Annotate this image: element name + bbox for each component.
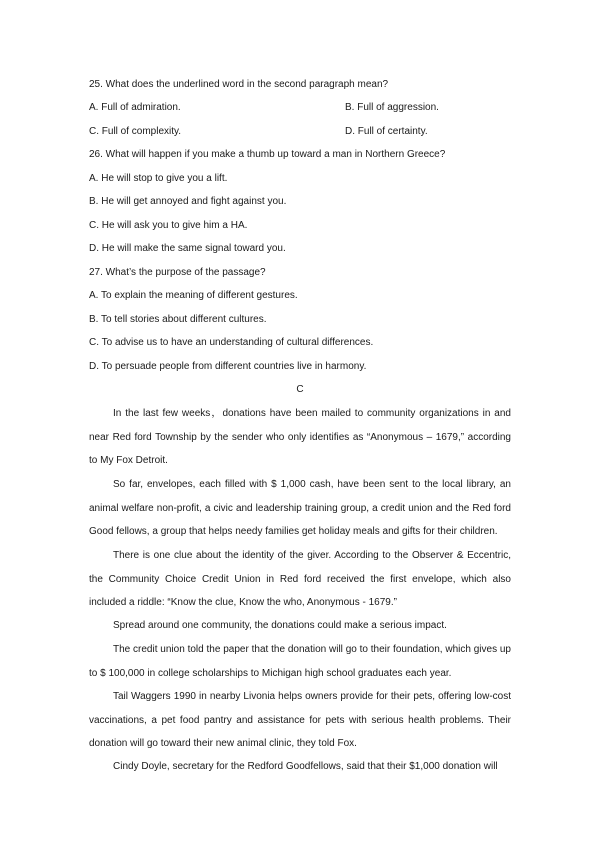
paragraph-6: Tail Waggers 1990 in nearby Livonia helps owners provide for their pets, offering low-cost vaccinations, a pet food pantry and assistance for pets with serious health problems. Their donation will go toward their new animal clinic, they told Fox. (89, 691, 511, 749)
paragraph-1: In the last few weeks，donations have been mailed to community organizations in and near Red ford Township by the sender who only identifies as “Anonymous – 1679,” according to My Fox Detroit. (89, 408, 511, 466)
q26-option-c: C. He will ask you to give him a HA. (89, 220, 248, 231)
paragraph-5: The credit union told the paper that the donation will go to their foundation, which gives up to $ 100,000 in college scholarships to Michigan high school graduates each year. (89, 644, 511, 679)
q26-option-a: A. He will stop to give you a lift. (89, 173, 228, 184)
question-27: 27. What’s the purpose of the passage? (89, 267, 266, 278)
q27-option-a: A. To explain the meaning of different gestures. (89, 290, 298, 301)
paragraph-4: Spread around one community, the donations could make a serious impact. (113, 620, 447, 631)
question-25: 25. What does the underlined word in the second paragraph mean? (89, 79, 389, 90)
q25-option-d: D. Full of certainty. (345, 126, 428, 137)
paragraph-7: Cindy Doyle, secretary for the Redford Goodfellows, said that their $1,000 donation will (113, 761, 498, 772)
q27-option-b: B. To tell stories about different cultures. (89, 314, 267, 325)
paragraph-3: There is one clue about the identity of the giver. According to the Observer & Eccentric, the Community Choice Credit Union in Red ford received the first envelope, which also included a riddle: “Know the clue, Know the who, Anonymous - 1679.” (89, 550, 511, 608)
q26-option-d: D. He will make the same signal toward you. (89, 243, 286, 254)
paragraph-2: So far, envelopes, each filled with $ 1,000 cash, have been sent to the local library, an animal welfare non-profit, a civic and leadership training group, a credit union and the Red ford Good fellows, a group that helps needy families get holiday meals and gifts for their children. (89, 479, 511, 537)
q27-option-d: D. To persuade people from different countries live in harmony. (89, 361, 367, 372)
q27-option-c: C. To advise us to have an understanding of cultural differences. (89, 337, 374, 348)
q25-option-b: B. Full of aggression. (345, 102, 439, 113)
q25-option-a: A. Full of admiration. (89, 102, 181, 113)
section-heading: C (296, 384, 304, 395)
question-26: 26. What will happen if you make a thumb up toward a man in Northern Greece? (89, 149, 446, 160)
q26-option-b: B. He will get annoyed and fight against you. (89, 196, 287, 207)
q25-option-c: C. Full of complexity. (89, 126, 182, 137)
